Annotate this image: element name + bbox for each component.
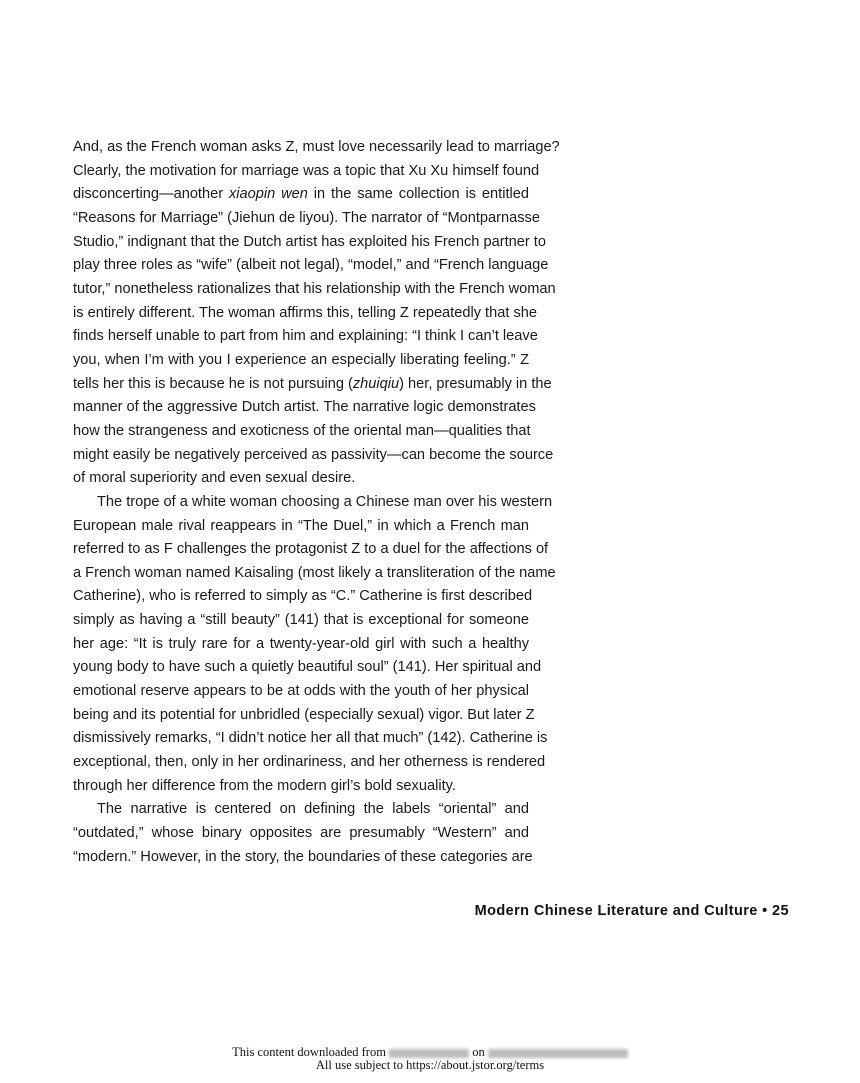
italic-term: xiaopin wen (228, 186, 308, 203)
text-line (73, 278, 556, 302)
running-footer: Modern Chinese Literature and Culture • 25 (474, 903, 789, 919)
text-segment: you, when I’m with you I experience an especially liberating feeling.” Z (73, 351, 529, 368)
text-line (73, 420, 529, 444)
text-segment: tells her this is because he is not pursuing ( (73, 375, 353, 392)
text-segment: how the strangeness and exoticness of the oriental man—qualities that (73, 422, 531, 439)
text-line (73, 160, 540, 184)
text-line (73, 444, 554, 468)
text-segment: The narrative is centered on defining the labels “oriental” and (97, 801, 529, 818)
italic-term: zhuiqiu (352, 375, 400, 392)
text-segment: her age: “It is truly rare for a twenty-year-old girl with such a healthy (73, 635, 529, 652)
text-segment: is entirely different. The woman affirms this, telling Z repeatedly that she (73, 304, 537, 321)
text-line (73, 136, 560, 160)
text-line (73, 775, 529, 799)
text-line (73, 515, 529, 539)
text-line (73, 325, 538, 349)
text-segment: of moral superiority and even sexual desire. (73, 470, 356, 487)
redacted-ip (389, 1049, 469, 1058)
text-segment: And, as the French woman asks Z, must love necessarily lead to marriage? (73, 139, 560, 155)
text-line (73, 680, 529, 704)
text-line (73, 396, 536, 420)
text-segment: a French woman named Kaisaling (most likely a transliteration of the name (73, 564, 556, 581)
text-segment: “modern.” However, in the story, the boundaries of these categories are (73, 848, 533, 865)
text-line (73, 183, 529, 207)
text-line (73, 538, 549, 562)
text-line (73, 585, 533, 609)
text-segment: Studio,” indignant that the Dutch artist has exploited his French partner to (73, 233, 546, 250)
text-line (73, 609, 529, 633)
text-segment: referred to as F challenges the protagonist Z to a duel for the affections of (73, 541, 549, 558)
text-line (73, 562, 556, 586)
text-segment: tutor,” nonetheless rationalizes that his relationship with the French woman (73, 280, 556, 297)
download-prefix: This content downloaded from (232, 1045, 386, 1059)
text-segment: simply as having a “still beauty” (141) that is exceptional for someone (73, 612, 529, 629)
text-segment: might easily be negatively perceived as passivity—can become the source (73, 446, 554, 463)
text-segment: through her difference from the modern girl’s bold sexuality. (73, 777, 456, 794)
text-line (73, 373, 552, 397)
body-text (73, 136, 560, 869)
text-line (73, 656, 542, 680)
text-segment: disconcerting—another (73, 186, 229, 203)
text-segment: dismissively remarks, “I didn’t notice her all that much” (142). Catherine is (73, 730, 548, 747)
text-line (73, 491, 553, 515)
text-line (73, 798, 529, 822)
redacted-date (488, 1049, 628, 1058)
terms-line: All use subject to https://about.jstor.org/terms (315, 1058, 545, 1072)
text-segment: “Reasons for Marriage” (Jiehun de liyou). The narrator of “Montparnasse (73, 209, 540, 226)
jstor-download-notice (0, 1046, 860, 1072)
text-line (73, 467, 529, 491)
text-segment: The trope of a white woman choosing a Chinese man over his western (97, 493, 553, 510)
text-segment: in the same collection is entitled (307, 186, 529, 203)
text-line (73, 302, 537, 326)
text-line (73, 254, 549, 278)
text-line (73, 349, 529, 373)
text-segment: Clearly, the motivation for marriage was a topic that Xu Xu himself found (73, 162, 540, 179)
text-segment: young body to have such a quietly beautiful soul” (141). Her spiritual and (73, 659, 542, 676)
text-line (73, 822, 529, 846)
text-segment: being and its potential for unbridled (especially sexual) vigor. But later Z (73, 706, 535, 723)
text-segment: play three roles as “wife” (albeit not legal), “model,” and “French language (73, 257, 549, 274)
text-segment: ) her, presumably in the (399, 375, 552, 392)
text-line (73, 633, 529, 657)
text-line (73, 727, 548, 751)
text-segment: “outdated,” whose binary opposites are presumably “Western” and (73, 825, 529, 842)
text-line (73, 207, 540, 231)
download-line (0, 1046, 860, 1059)
text-segment: emotional reserve appears to be at odds with the youth of her physical (73, 683, 529, 700)
text-segment: European male rival reappears in “The Duel,” in which a French man (73, 517, 529, 534)
text-segment: exceptional, then, only in her ordinariness, and her otherness is rendered (73, 754, 546, 771)
text-line (73, 846, 533, 870)
text-line (73, 704, 535, 728)
text-line (73, 231, 546, 255)
text-segment: finds herself unable to part from him and explaining: “I think I can’t leave (73, 328, 538, 345)
text-line (73, 751, 546, 775)
download-on: on (472, 1045, 485, 1059)
text-segment: manner of the aggressive Dutch artist. The narrative logic demonstrates (73, 399, 536, 416)
text-segment: Catherine), who is referred to simply as “C.” Catherine is first described (73, 588, 533, 605)
